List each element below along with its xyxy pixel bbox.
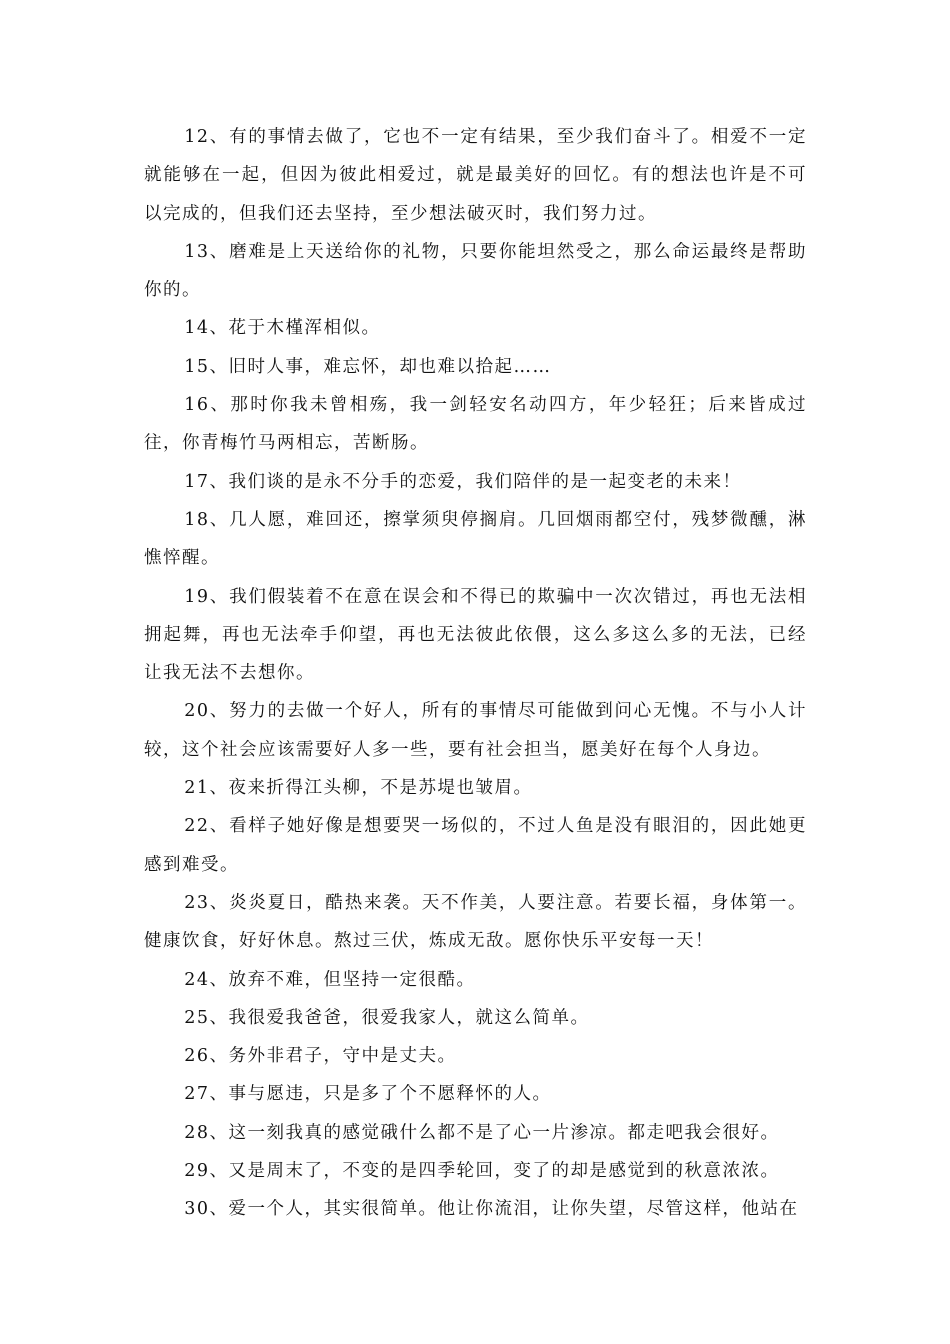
paragraph-27: 27、事与愿违，只是多了个不愿释怀的人。: [184, 1084, 552, 1105]
paragraph-19: 19、我们假装着不在意在误会和不得已的欺骗中一次次错过，再也无法相拥起舞，再也无法牵手仰望，再也无法彼此依偎，这么多这么多的无法，已经让我无法不去想你。: [144, 586, 807, 684]
paragraph-14: 14、花于木槿浑相似。: [184, 318, 381, 339]
paragraph-18: 18、几人愿，难回还，擦掌须臾停搁肩。几回烟雨都空付，残梦微醺，淋憔悴醒。: [144, 509, 807, 569]
paragraph-22: 22、看样子她好像是想要哭一场似的，不过人鱼是没有眼泪的，因此她更感到难受。: [144, 816, 807, 875]
document-body: [144, 118, 807, 1229]
paragraph-29: 29、又是周末了，不变的是四季轮回，变了的却是感觉到的秋意浓浓。: [184, 1161, 780, 1182]
paragraph-21: 21、夜来折得江头柳，不是苏堤也皱眉。: [184, 778, 533, 799]
paragraph-24: 24、放弃不难，但坚持一定很酷。: [184, 969, 476, 990]
paragraph-30: 30、爱一个人，其实很简单。他让你流泪，让你失望，尽管这样，他站在: [184, 1199, 799, 1220]
paragraph-17: 17、我们谈的是永不分手的恋爱，我们陪伴的是一起变老的未来！: [184, 471, 742, 492]
paragraph-20: 20、努力的去做一个好人，所有的事情尽可能做到问心无愧。不与小人计较，这个社会应该需要好人多一些，要有社会担当，愿美好在每个人身边。: [144, 701, 807, 760]
paragraph-28: 28、这一刻我真的感觉硪什么都不是了心一片渗凉。都走吧我会很好。: [184, 1122, 780, 1143]
paragraph-12: 12、有的事情去做了，它也不一定有结果，至少我们奋斗了。相爱不一定就能够在一起，但因为彼此相爱过，就是最美好的回忆。有的想法也许是不可以完成的，但我们还去坚持，至少想法破灭时，我们努力过。: [144, 127, 807, 224]
paragraph-23: 23、炎炎夏日，酷热来袭。天不作美，人要注意。若要长福，身体第一。健康饮食，好好休息。熬过三伏，炼成无敌。愿你快乐平安每一天！: [144, 892, 807, 952]
paragraph-16: 16、那时你我未曾相殇，我一剑轻安名动四方，年少轻狂；后来皆成过往，你青梅竹马两相忘，苦断肠。: [144, 395, 807, 454]
paragraph-25: 25、我很爱我爸爸，很爱我家人，就这么简单。: [184, 1007, 590, 1028]
paragraph-26: 26、务外非君子，守中是丈夫。: [184, 1046, 457, 1067]
paragraph-13: 13、磨难是上天送给你的礼物，只要你能坦然受之，那么命运最终是帮助你的。: [144, 241, 807, 301]
paragraph-15: 15、旧时人事，难忘怀，却也难以拾起……: [184, 356, 552, 377]
